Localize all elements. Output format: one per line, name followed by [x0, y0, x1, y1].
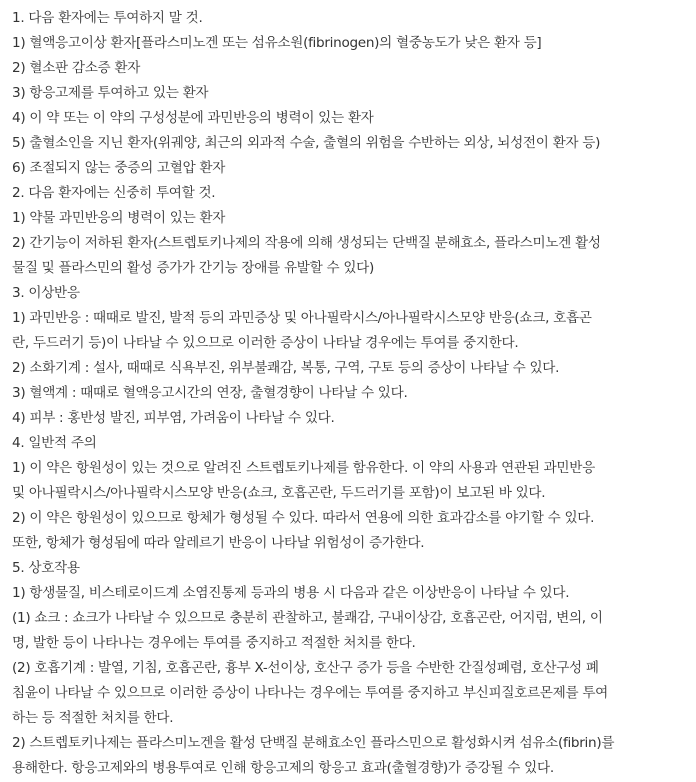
text-line: 6) 조절되지 않는 중증의 고혈압 환자 — [12, 160, 226, 176]
text-line: 2) 이 약은 항원성이 있으므로 항체가 형성될 수 있다. 따라서 연용에 의한 효과감소를 야기할 수 있다. — [12, 510, 595, 526]
general-precautions-heading: 4. 일반적 주의 — [12, 435, 97, 451]
text-line: 1) 약물 과민반응의 병력이 있는 환자 — [12, 210, 226, 226]
text-line: 3) 혈액계 : 때때로 혈액응고시간의 연장, 출혈경향이 나타날 수 있다. — [12, 385, 408, 401]
text-line: 1) 혈액응고이상 환자[플라스미노겐 또는 섬유소원(fibrinogen)의 혈중농도가 낮은 환자 등] — [12, 35, 542, 51]
text-line: 1) 항생물질, 비스테로이드계 소염진통제 등과의 병용 시 다음과 같은 이상반응이 나타날 수 있다. — [12, 585, 570, 601]
text-line: 5) 출혈소인을 지닌 환자(위궤양, 최근의 외과적 수술, 출혈의 위험을 수반하는 외상, 뇌성전이 환자 등) — [12, 135, 601, 151]
text-line: (1) 쇼크 : 쇼크가 나타날 수 있으므로 충분히 관찰하고, 불쾌감, 구내이상감, 호흡곤란, 어지럼, 변의, 이 — [12, 610, 603, 626]
text-line: 2) 간기능이 저하된 환자(스트렙토키나제의 작용에 의해 생성되는 단백질 분해효소, 플라스미노겐 활성 — [12, 235, 601, 251]
contraindication-heading: 1. 다음 환자에는 투여하지 말 것. — [12, 10, 203, 26]
text-line: 4) 이 약 또는 이 약의 구성성분에 과민반응의 병력이 있는 환자 — [12, 110, 374, 126]
text-line: 4) 피부 : 홍반성 발진, 피부염, 가려움이 나타날 수 있다. — [12, 410, 335, 426]
text-line: 또한, 항체가 형성됨에 따라 알레르기 반응이 나타날 위험성이 증가한다. — [12, 535, 425, 551]
text-line: 및 아나필락시스/아나필락시스모양 반응(쇼크, 호흡곤란, 두드러기를 포함)이 보고된 바 있다. — [12, 485, 546, 501]
text-line: 2) 스트렙토키나제는 플라스미노겐을 활성 단백질 분해효소인 플라스민으로 활성화시켜 섬유소(fibrin)를 — [12, 735, 615, 751]
interactions-heading: 5. 상호작용 — [12, 560, 80, 576]
text-line: (2) 호흡기계 : 발열, 기침, 호흡곤란, 흉부 X-선이상, 호산구 증가 등을 수반한 간질성폐렴, 호산구성 폐 — [12, 660, 599, 676]
text-line: 명, 발한 등이 나타나는 경우에는 투여를 중지하고 적절한 처치를 한다. — [12, 635, 416, 651]
text-line: 3) 항응고제를 투여하고 있는 환자 — [12, 85, 209, 101]
adverse-reactions-heading: 3. 이상반응 — [12, 285, 80, 301]
text-line: 침윤이 나타날 수 있으므로 이러한 증상이 나타나는 경우에는 투여를 중지하고 부신피질호르몬제를 투여 — [12, 685, 608, 701]
caution-heading: 2. 다음 환자에는 신중히 투여할 것. — [12, 185, 216, 201]
text-line: 1) 과민반응 : 때때로 발진, 발적 등의 과민증상 및 아나필락시스/아나필락시스모양 반응(쇼크, 호흡곤 — [12, 310, 592, 326]
text-line: 용해한다. 항응고제와의 병용투여로 인해 항응고제의 항응고 효과(출혈경향)가 증강될 수 있다. — [12, 760, 554, 776]
text-line: 하는 등 적절한 처치를 한다. — [12, 710, 174, 726]
text-line: 물질 및 플라스민의 활성 증가가 간기능 장애를 유발할 수 있다) — [12, 260, 374, 276]
text-line: 1) 이 약은 항원성이 있는 것으로 알려진 스트렙토키나제를 함유한다. 이 약의 사용과 연관된 과민반응 — [12, 460, 595, 476]
text-line: 란, 두드러기 등)이 나타날 수 있으므로 이러한 증상이 나타날 경우에는 투여를 중지한다. — [12, 335, 519, 351]
text-line: 2) 혈소판 감소증 환자 — [12, 60, 141, 76]
text-line: 2) 소화기계 : 설사, 때때로 식욕부진, 위부불쾌감, 복통, 구역, 구토 등의 증상이 나타날 수 있다. — [12, 360, 560, 376]
